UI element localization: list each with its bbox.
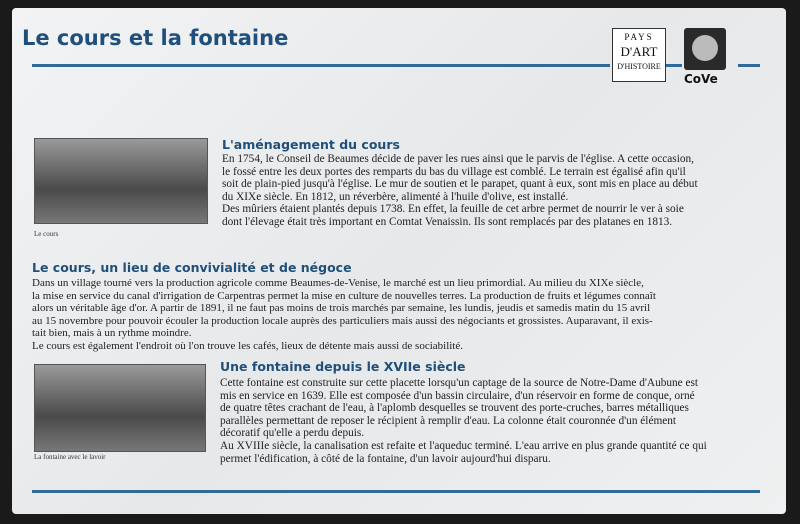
title-rule: [32, 64, 610, 67]
logo-text: D'HISTOIRE: [617, 62, 661, 71]
photo-le-cours: [34, 138, 208, 224]
page-title: Le cours et la fontaine: [22, 26, 289, 50]
cove-logo-text: CoVe: [684, 72, 718, 86]
section-heading: L'aménagement du cours: [222, 137, 400, 152]
cove-logo: [684, 28, 726, 70]
rule-segment: [666, 64, 682, 67]
section-heading: Le cours, un lieu de convivialité et de négoce: [32, 260, 352, 275]
pays-art-histoire-logo: [612, 28, 666, 82]
section-text: Dans un village tourné vers la production agricole comme Beaumes-de-Venise, le marché est un lieu primordial. Au milieu du XIXe siècle, la mise en service du canal d'irrigation de Carpentras permet la mise en culture de nouvelles terres. La production de fruits et légumes connaît alors un véritable âge d'or. A partir de 1891, il ne faut pas moins de trois marchés par semaine, les lundis, jeudis et samedis matin du 15 avril au 15 novembre pour pouvoir écouler la production locale auprès des particuliers mais aussi des négociants et grossistes. Auparavant, il exis- tait bien, mais à un rythme moindre. Le cours est également l'endroit où l'on trouve les cafés, lieux de détente mais aussi de sociabilité.: [32, 277, 656, 352]
section-heading: Une fontaine depuis le XVIIe siècle: [220, 359, 466, 374]
bottom-rule: [32, 490, 760, 493]
photo-caption: La fontaine avec le lavoir: [34, 453, 106, 461]
section-text: Cette fontaine est construite sur cette placette lorsqu'un captage de la source de Notre-Dame d'Aubune est mis en service en 1639. Elle est composée d'un bassin circulaire, d'un réservoir en forme de conque, orné de quatre têtes crachant de l'eau, à l'aplomb desquelles se trouvent des porte-cruches, barres métalliques parallèles permettant de reposer le récipient à remplir d'eau. La colonne était couronnée d'un élément décoratif qu'elle a perdu depuis. Au XVIIIe siècle, la canalisation est refaite et l'aqueduc terminé. L'eau arrive en plus grande quantité ce qui permet l'édification, à côté de la fontaine, d'un lavoir aujourd'hui disparu.: [220, 377, 707, 465]
logo-text: D'ART: [620, 44, 658, 59]
section-text: En 1754, le Conseil de Beaumes décide de paver les rues ainsi que le parvis de l'église. A cette occasion, le fossé entre les deux portes des remparts du bas du village est comblé. Le terrain est égalisé afin qu'il soit de plain-pied jusqu'à l'église. Le mur de soutien et le parapet, quant à eux, sont mis en place au début du XIXe siècle. En 1812, un réverbère, alimenté à l'huile d'olive, est installé. Des mûriers étaient plantés depuis 1738. En effet, la feuille de cet arbre permet de nourrir le ver à soie dont l'élevage était très important en Comtat Venaissin. Ils sont remplacés par des platanes en 1813.: [222, 153, 698, 228]
photo-caption: Le cours: [34, 230, 59, 238]
logo-text: PAYS: [624, 32, 654, 42]
photo-fontaine: [34, 364, 206, 452]
rule-segment: [738, 64, 760, 67]
